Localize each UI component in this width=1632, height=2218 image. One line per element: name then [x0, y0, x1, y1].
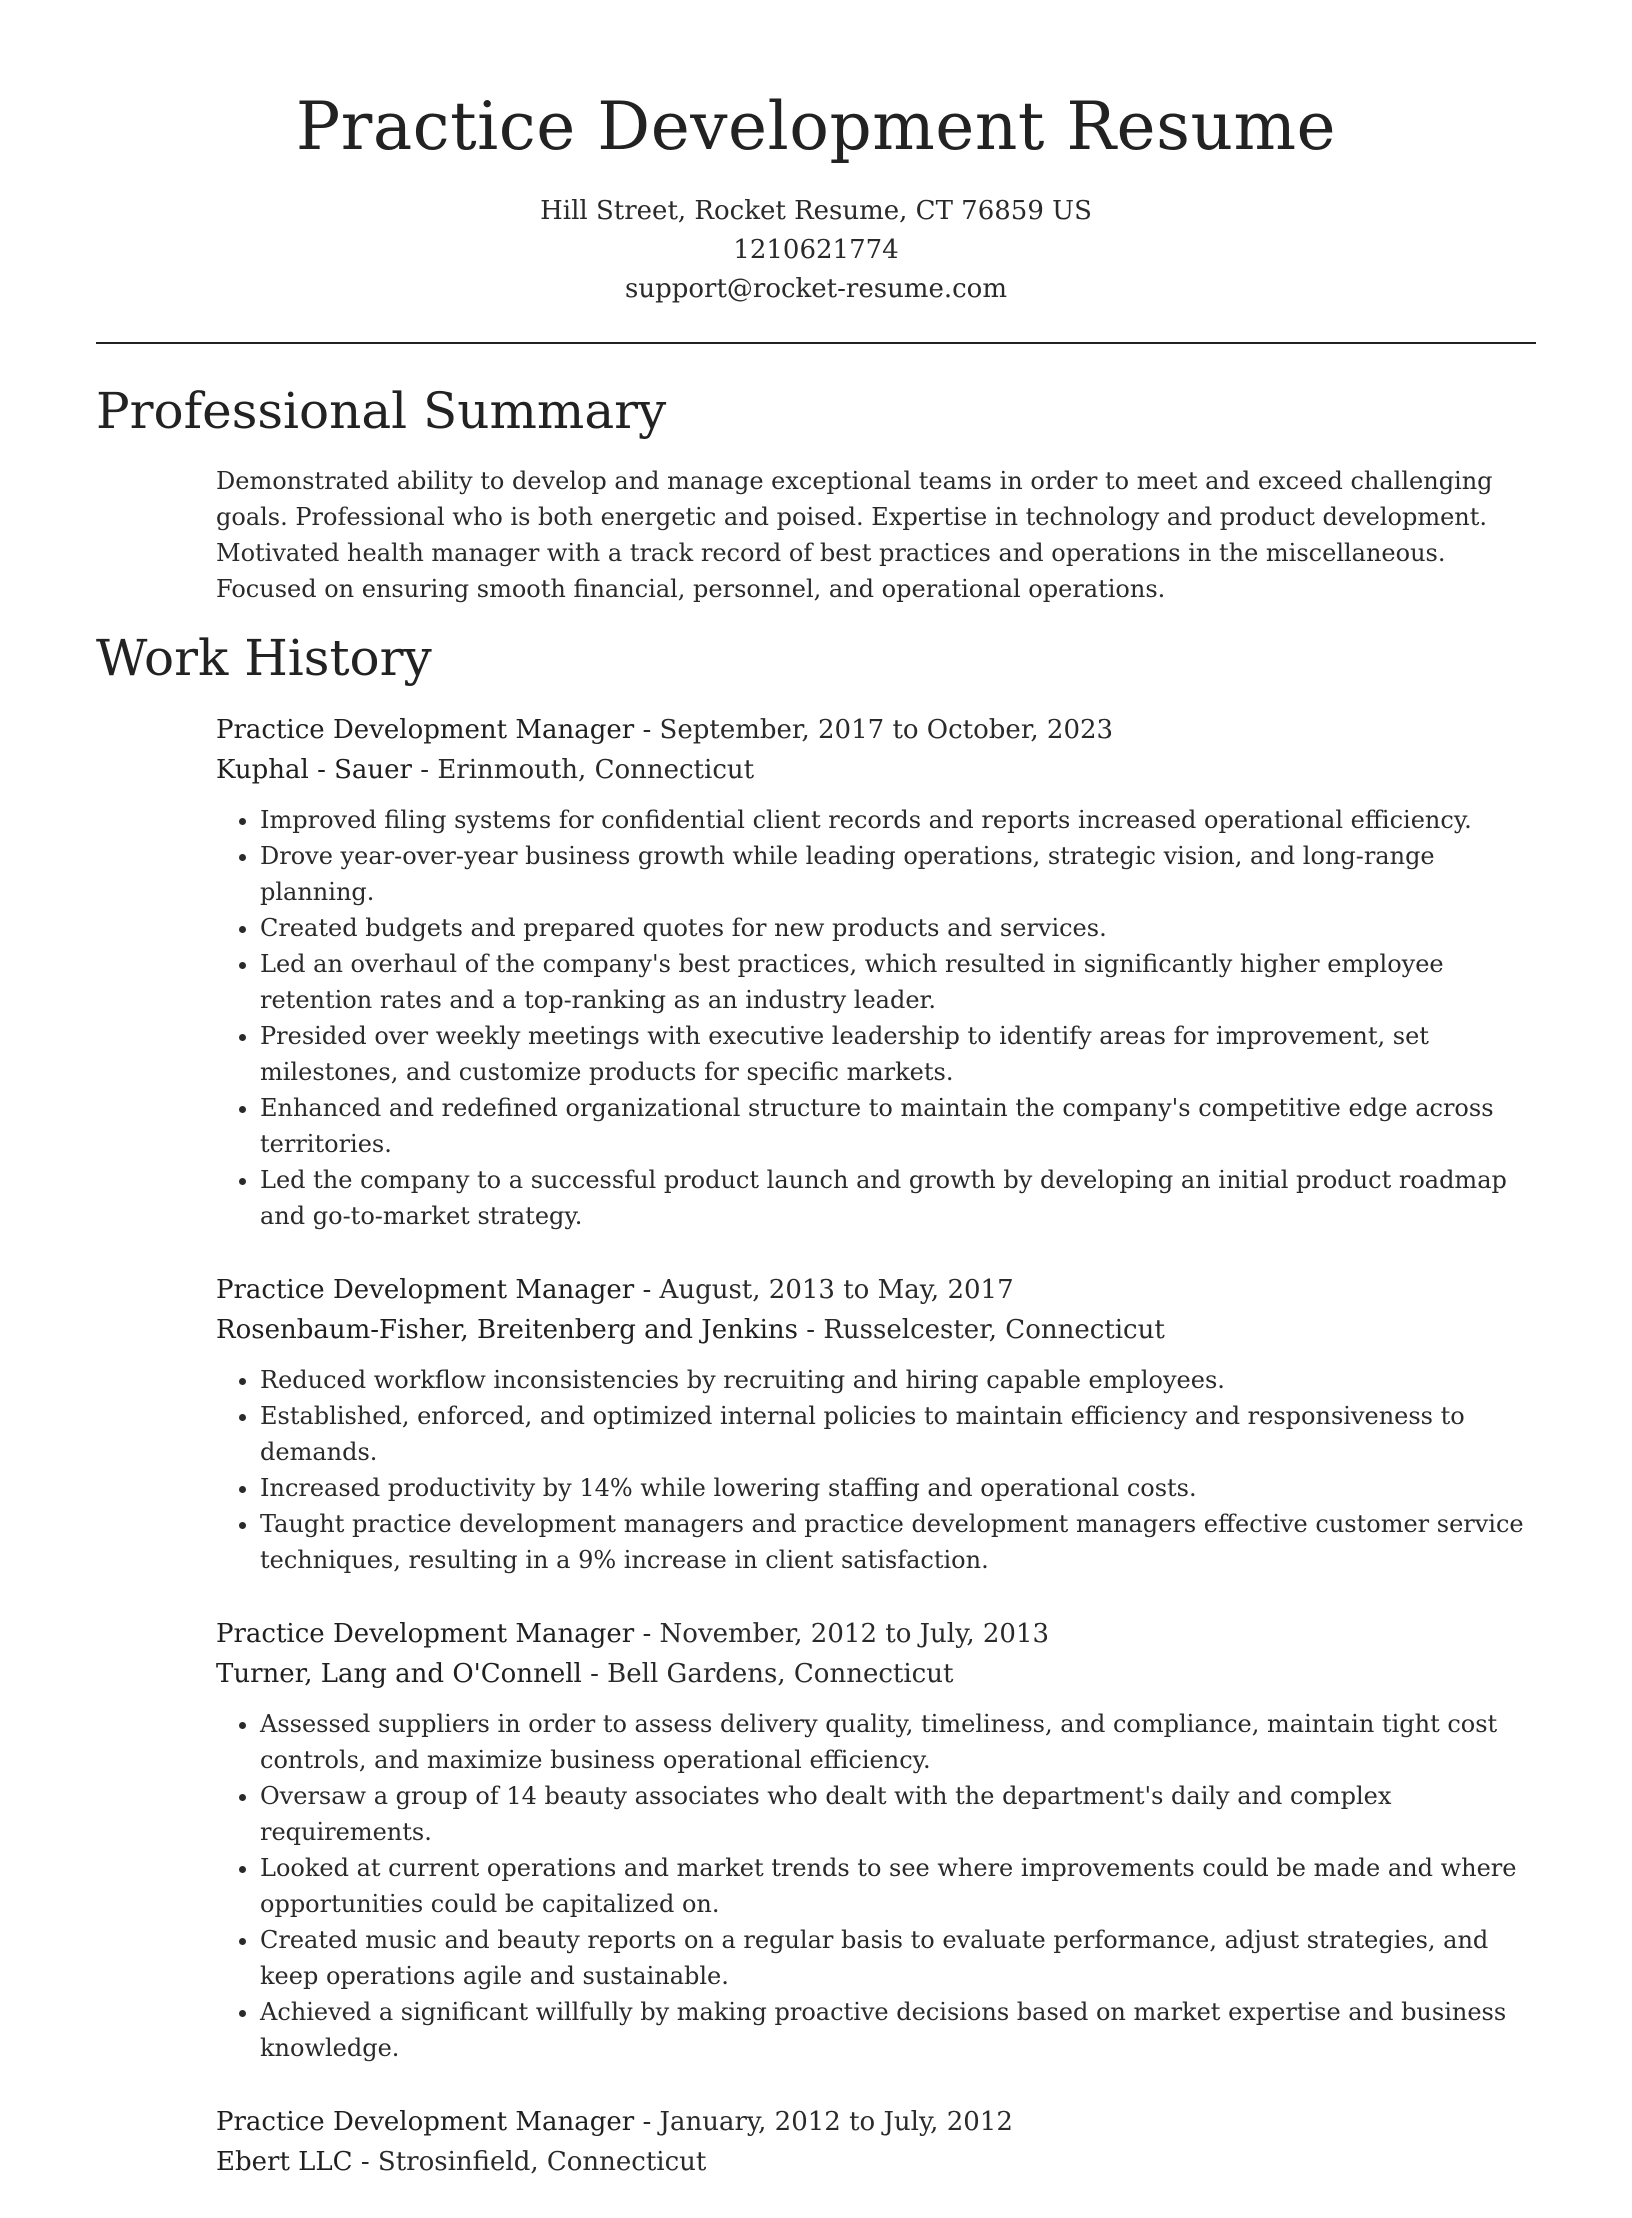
- job-title: Practice Development Manager: [216, 1619, 635, 1649]
- job-title-line: [216, 2102, 1538, 2142]
- work-history-list: [216, 710, 1538, 2218]
- job-title-line: [216, 1614, 1538, 1654]
- work-entry: [216, 2102, 1538, 2182]
- separator: -: [412, 755, 438, 785]
- job-title: Practice Development Manager: [216, 2107, 635, 2137]
- job-company: Turner, Lang and O'Connell: [216, 1659, 582, 1689]
- job-dates: August, 2013 to May, 2017: [659, 1275, 1014, 1305]
- work-entry: [216, 1270, 1538, 1578]
- job-bullet: • Created music and beauty reports on a regular basis to evaluate performance, adjust strategies, and keep operations agile and sustainable.: [260, 1922, 1538, 1994]
- separator: -: [634, 2107, 660, 2137]
- job-company-line: [216, 1310, 1538, 1350]
- job-location: Erinmouth, Connecticut: [437, 755, 755, 785]
- summary-heading: Professional Summary: [96, 382, 667, 440]
- job-bullet: • Improved filing systems for confidential client records and reports increased operational efficiency.: [260, 802, 1538, 838]
- separator: -: [634, 1275, 660, 1305]
- job-bullets: [216, 1362, 1538, 1578]
- job-company-line: [216, 1654, 1538, 1694]
- job-location: Russelcester, Connecticut: [823, 1315, 1165, 1345]
- job-bullet: • Presided over weekly meetings with executive leadership to identify areas for improvement, set milestones, and customize products for specific markets.: [260, 1018, 1538, 1090]
- job-bullet: • Looked at current operations and market trends to see where improvements could be made and where opportunities could be capitalized on.: [260, 1850, 1538, 1922]
- work-entry: [216, 710, 1538, 1234]
- job-title: Practice Development Manager: [216, 715, 635, 745]
- job-location: Bell Gardens, Connecticut: [607, 1659, 954, 1689]
- separator: -: [581, 1659, 608, 1689]
- contact-phone: 1210621774: [733, 235, 899, 265]
- separator: -: [798, 1315, 824, 1345]
- job-title-line: [216, 710, 1538, 750]
- job-bullet: • Assessed suppliers in order to assess delivery quality, timeliness, and compliance, maintain tight cost controls, and maximize business operational efficiency.: [260, 1706, 1538, 1778]
- job-bullet: • Drove year-over-year business growth while leading operations, strategic vision, and long-range planning.: [260, 838, 1538, 910]
- contact-address: Hill Street, Rocket Resume, CT 76859 US: [540, 196, 1092, 226]
- separator: -: [352, 2147, 378, 2177]
- header-divider: [96, 342, 1536, 344]
- job-bullets: [216, 802, 1538, 1234]
- job-company: Rosenbaum-Fisher, Breitenberg and Jenkins: [216, 1315, 799, 1345]
- job-dates: November, 2012 to July, 2013: [659, 1619, 1050, 1649]
- job-title-line: [216, 1270, 1538, 1310]
- resume-header: [0, 0, 1632, 309]
- job-bullet: • Achieved a significant willfully by making proactive decisions based on market expertise and business knowledge.: [260, 1994, 1538, 2066]
- job-bullet: • Increased productivity by 14% while lowering staffing and operational costs.: [260, 1470, 1538, 1506]
- separator: -: [634, 715, 660, 745]
- job-bullet: • Taught practice development managers and practice development managers effective customer service techniques, resulting in a 9% increase in client satisfaction.: [260, 1506, 1538, 1578]
- job-bullet: • Led the company to a successful product launch and growth by developing an initial product roadmap and go-to-market strategy.: [260, 1162, 1538, 1234]
- job-bullet: • Enhanced and redefined organizational structure to maintain the company's competitive edge across territories.: [260, 1090, 1538, 1162]
- job-bullets: [216, 1706, 1538, 2066]
- job-dates: January, 2012 to July, 2012: [659, 2107, 1013, 2137]
- job-bullet: • Established, enforced, and optimized internal policies to maintain efficiency and responsiveness to demands.: [260, 1398, 1538, 1470]
- job-company-line: [216, 2142, 1538, 2182]
- resume-name: Practice Development Resume: [295, 88, 1337, 165]
- work-entry: [216, 1614, 1538, 2066]
- job-location: Strosinfield, Connecticut: [377, 2147, 707, 2177]
- summary-text: Demonstrated ability to develop and manage exceptional teams in order to meet and exceed challenging goals. Professional who is both energetic and poised. Expertise in technology and product development. Motivated health manager with a track record of best practices and operations in the miscellaneous. Focused on ensuring smooth financial, personnel, and operational operations.: [216, 467, 1493, 603]
- job-dates: September, 2017 to October, 2023: [659, 715, 1114, 745]
- contact-info: [0, 192, 1632, 309]
- job-company: Kuphal - Sauer: [216, 755, 412, 785]
- separator: -: [634, 1619, 660, 1649]
- job-bullet: • Oversaw a group of 14 beauty associates who dealt with the department's daily and complex requirements.: [260, 1778, 1538, 1850]
- job-bullet: • Created budgets and prepared quotes for new products and services.: [260, 910, 1538, 946]
- contact-email: support@rocket-resume.com: [624, 274, 1007, 304]
- job-bullet: • Led an overhaul of the company's best practices, which resulted in significantly higher employee retention rates and a top-ranking as an industry leader.: [260, 946, 1538, 1018]
- work-history-heading: Work History: [96, 629, 432, 687]
- job-bullet: • Reduced workflow inconsistencies by recruiting and hiring capable employees.: [260, 1362, 1538, 1398]
- job-company-line: [216, 750, 1538, 790]
- job-company: Ebert LLC: [216, 2147, 353, 2177]
- job-title: Practice Development Manager: [216, 1275, 635, 1305]
